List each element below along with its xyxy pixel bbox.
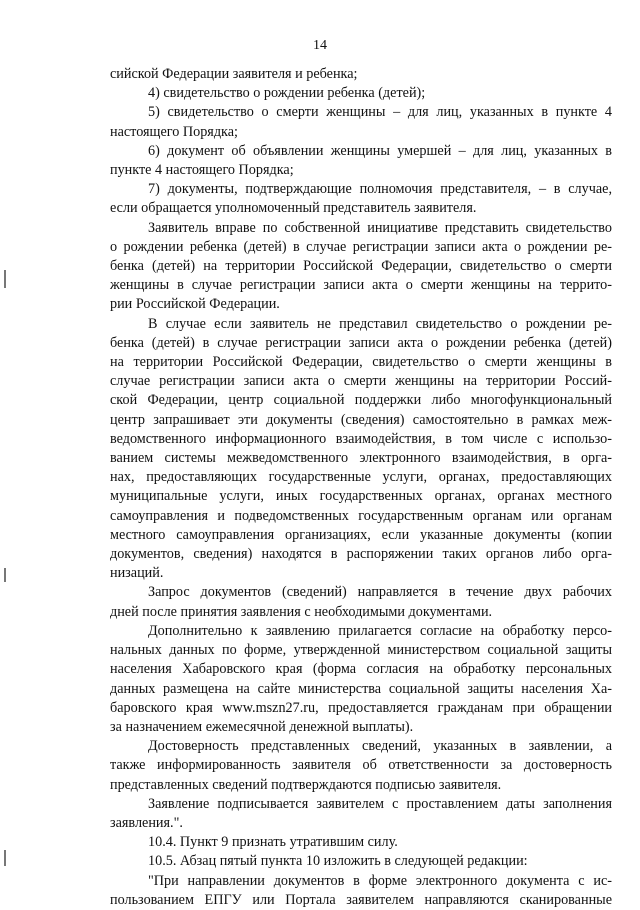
text-line: местного самоуправления организациях, если указанные документы (копии [110,526,612,543]
text-line: 10.5. Абзац пятый пункта 10 изложить в следующей редакции: [148,853,528,870]
text-line: низаций. [110,565,164,582]
text-line: "При направлении документов в форме электронного документа с ис- [148,872,612,889]
text-line: самоуправления и подведомственных государственным органам или органам [110,507,612,524]
text-line: баровского края www.mszn27.ru, предоставляется гражданам при обращении [110,699,612,716]
text-line: бенка (детей) в случае регистрации записи акта о рождении ребенка (детей) [110,334,612,351]
text-line: Дополнительно к заявлению прилагается согласие на обработку персо- [148,622,612,639]
text-line: 4) свидетельство о рождении ребенка (детей); [148,85,426,102]
text-line: пункте 4 настоящего Порядка; [110,162,294,179]
text-line: В случае если заявитель не представил свидетельство о рождении ре- [148,315,612,332]
text-line: данных размещена на сайте министерства социальной защиты населения Ха- [110,680,612,697]
text-line: Достоверность представленных сведений, указанных в заявлении, а [148,738,612,755]
text-line: ской Федерации, центр социальной поддержки либо многофункциональный [110,392,612,409]
scan-edge-mark [4,270,6,288]
text-line: ведомственного информационного взаимодействия, в том числе с использо- [110,430,612,447]
text-line: о рождении ребенка (детей) в случае регистрации записи акта о рождении ре- [110,238,612,255]
text-line: на территории Российской Федерации, свидетельство о смерти женщины в [110,354,612,371]
text-line: также информированность заявителя об ответственности за достоверность [110,757,612,774]
scan-edge-mark [4,568,6,582]
text-line: бенка (детей) на территории Российской Федерации, свидетельство о смерти [110,258,612,275]
text-line: пользованием ЕПГУ или Портала заявителем направляются сканированные [110,891,612,908]
text-line: 7) документы, подтверждающие полномочия представителя, – в случае, [148,181,612,198]
text-line: случае регистрации записи акта о смерти женщины на территории Россий- [110,373,612,390]
text-line: 10.4. Пункт 9 признать утратившим силу. [148,834,398,851]
text-line: представленных сведений подтверждаются подписью заявителя. [110,776,502,793]
text-line: рии Российской Федерации. [110,296,280,313]
text-line: центр запрашивает эти документы (сведения) самостоятельно в рамках меж- [110,411,612,428]
text-line: за назначением ежемесячной денежной выплаты). [110,718,414,735]
text-line: заявления.". [110,814,183,831]
text-line: Запрос документов (сведений) направляется в течение двух рабочих [148,584,612,601]
text-line: населения Хабаровского края (форма согласия на обработку персональных [110,661,612,678]
text-line: муниципальные услуги, иных государственных органах, органах местного [110,488,612,505]
scan-edge-mark [4,850,6,866]
text-line: ванием системы межведомственного электронного взаимодействия, в орга- [110,450,612,467]
text-line: 6) документ об объявлении женщины умершей – для лиц, указанных в [148,142,612,159]
text-line: документов, сведения) находятся в распоряжении таких органов либо орга- [110,546,612,563]
text-line: нальных данных по форме, утвержденной министерством социальной защиты [110,642,612,659]
text-line: дней после принятия заявления с необходимыми документами. [110,603,493,620]
text-line: Заявление подписывается заявителем с проставлением даты заполнения [148,795,612,812]
text-line: 5) свидетельство о смерти женщины – для лиц, указанных в пункте 4 [148,104,612,121]
text-line: Заявитель вправе по собственной инициативе представить свидетельство [148,219,612,236]
text-line: нах, предоставляющих государственные услуги, органах, предоставляющих [110,469,612,486]
text-line: настоящего Порядка; [110,123,238,140]
document-body [110,65,612,910]
text-line: женщины в случае регистрации записи акта о смерти женщины на террито- [110,277,612,294]
text-line: если обращается уполномоченный представитель заявителя. [110,200,477,217]
page-number: 14 [313,38,327,53]
text-line: сийской Федерации заявителя и ребенка; [110,66,358,82]
